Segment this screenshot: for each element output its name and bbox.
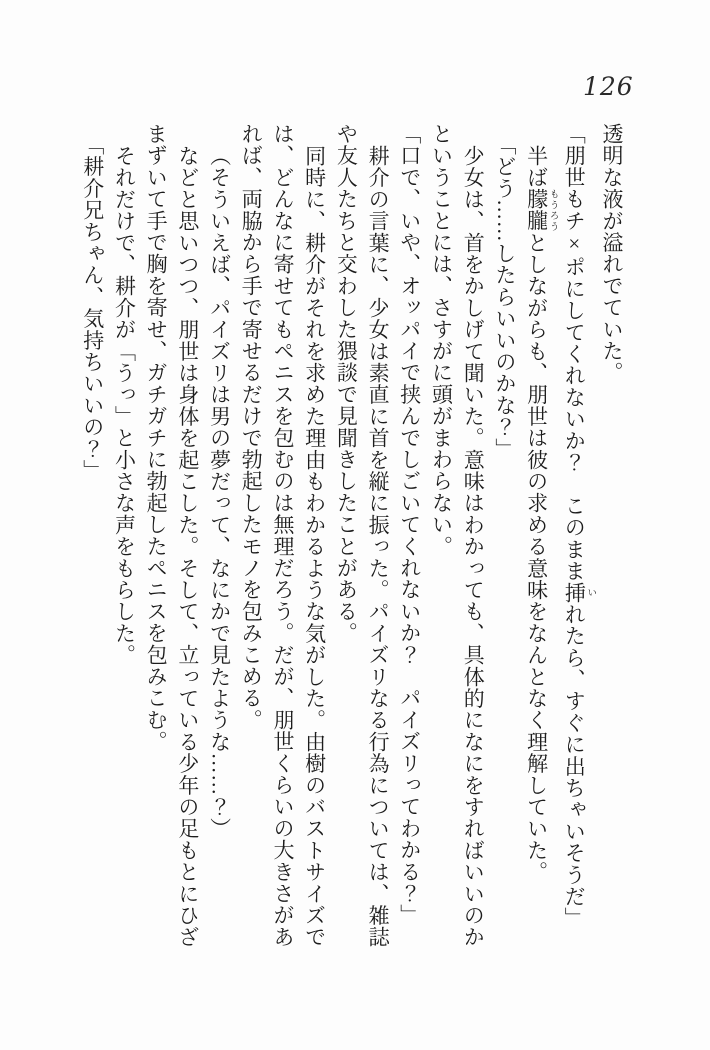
page-number: 126 — [583, 72, 634, 101]
paragraph: 「耕介兄ちゃん、気持ちいいの？」 — [80, 134, 105, 482]
paragraph: 少女は、首をかしげて聞いた。意味はわかっても、具体的になにをすればいいのかということには、さすがに頭がまわらない。 — [429, 123, 486, 948]
body-text — [82, 123, 627, 951]
paragraph: などと思いつつ、朋世は身体を起こした。そして、立っている少年の足もとにひざまずいて手で胸を寄せ、ガチガチに勃起したペニスを包みこむ。 — [144, 123, 200, 948]
paragraph: 半ば朦朧 もうろうとしながらも、朋世は彼の求める意味をなんとなく理解していた。 — [524, 144, 558, 883]
paragraph: それだけで、耕介が「うっ」と小さな声をもらした。 — [112, 144, 137, 666]
paragraph: 同時に、耕介がそれを求めた理由もわかるような気がした。由樹のバストサイズでは、どんなに寄せてもペニスを包むのは無理だろう。だが、朋世くらいの大きさがあれば、両脇から手で寄せるだけで勃起したモノを包みこめる。 — [239, 123, 327, 948]
paragraph: 「朋世もチ×ポにしてくれないか？ このまま挿 いれたら、すぐに出ちゃいそうだ」 — [562, 123, 596, 929]
ruby-annotated-word: 挿 い — [562, 581, 596, 604]
ruby-annotated-word: 朦朧 もうろう — [524, 188, 558, 232]
paragraph: （そういえば、パイズリは男の夢だって、なにかで見たような……？） — [207, 144, 232, 840]
paragraph: 「どう……したらいいのかな？」 — [492, 134, 517, 460]
paragraph: 「口で、いや、オッパイで挟んでしごいてくれないか？ パイズリってわかる？」 — [397, 123, 422, 926]
paragraph: 透明な液が溢れでていた。 — [600, 123, 624, 384]
paragraph: 耕介の言葉に、少女は素直に首を縦に振った。パイズリなる行為については、雑誌や友人たちと交わした猥談で見聞きしたことがある。 — [334, 123, 391, 948]
